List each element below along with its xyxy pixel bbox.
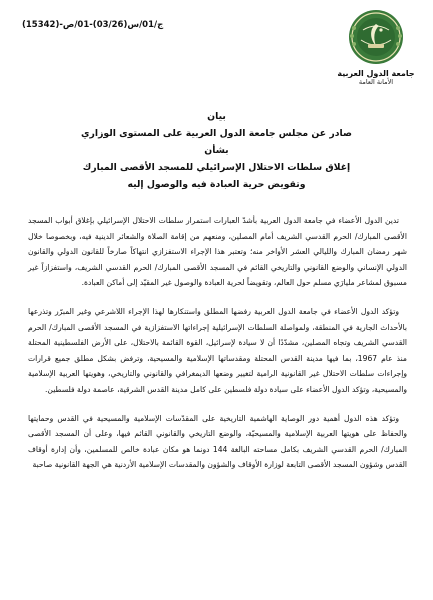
organization-logo xyxy=(333,8,419,86)
body-paragraph: وتؤكد هذه الدول أهمية دور الوصاية الهاشمية التاريخية على المقدّسات الإسلامية والمسيحية في القدس وحمايتها والحفاظ على هويتها العربية الإسلامية والمسيحيّة، والوضع التاريخي والقانوني القائم فيها، وعلى أن المسجد الأقصى المبارك/ الحرم القدسي الشريف بكامل مساحته البالغة 144 دونما هو مكان عبادة خالص للمسلمين، وأن إدارة أوقاف القدس وشؤون المسجد الأقصى التابعة لوزارة الأوقاف والشؤون والمقدسات الإسلامية الأردنية هي الجهة القانونية صاحبة xyxy=(28,413,407,470)
title-line-statement: بيان xyxy=(207,111,226,122)
title-line-subject-continued: وتقويض حرية العبادة فيه والوصول إليه xyxy=(127,179,306,190)
body-paragraph: وتؤكد الدول الأعضاء في جامعة الدول العربية رفضها المطلق واستنكارها لهذا الإجراء اللاشرعي وغير المبرّر وتذرعها بالأحداث الجارية في المنطقة، ولمواصلة السلطات الإسرائيلية إجراءاتها الاستفزازية في المسجد الأقصى المبارك/ الحرم القدسي الشريف وتجاه المصلين، مشدّدًا أن لا سيادة لإسرائيل، القوة القائمة بالاحتلال، على الأرض الفلسطينية المحتلة منذ عام 1967، بما فيها مدينة القدس المحتلة ومقدساتها الإسلامية والمسيحية، وترفض بشكل مطلق جميع قرارات وإجراءات سلطات الاحتلال غير القانونية الرامية لتغيير وضعها الديمغرافي والقانوني والتاريخي، وهويتها العربية الإسلامية والمسيحية، وتؤكد الدول الأعضاء على سيادة دولة فلسطين على كامل مدينة القدس الشرقية، عاصمة دولة فلسطين. xyxy=(28,306,407,394)
title-line-issuer: صادر عن مجلس جامعة الدول العربية على المستوى الوزاري xyxy=(81,128,352,139)
organization-subtitle: الأمانة العامة xyxy=(358,78,394,86)
document-reference-number: ج/01/س(03/26)-01/ص-(15342) xyxy=(22,20,164,30)
arab-league-emblem-icon xyxy=(343,8,409,68)
organization-name: جامعة الدول العربية xyxy=(337,69,415,78)
title-line-subject: إغلاق سلطات الاحتلال الإسرائيلي للمسجد الأقصى المبارك xyxy=(82,162,351,173)
body-paragraph: تدين الدول الأعضاء في جامعة الدول العربية بأشدّ العبارات استمرار سلطات الاحتلال الإسرائيلي بإغلاق أبواب المسجد الأقصى المبارك/ الحرم القدسي الشريف أمام المصلين، ومنعهم من إقامة الصلاة والشعائر الدينية فيه، وبخصوصا خلال شهر رمضان المبارك والليالي العشر الأواخر منه؛ وتعتبر هذا الإجراء الاستفزازي انتهاكاً صارخاً للقانون الدولي والقانون الدولي الإنساني والوضع القانوني والتاريخي القائم في المسجد الأقصى المبارك/ الحرم القدسي الشريف، واستفزازاً غير مسبوق لمشاعر مليارَي مسلم حول العالم، وتقويضاً لحرية العبادة والوصول غير المقيّد إلى أماكن العبادة. xyxy=(28,216,407,288)
title-line-regarding: بشأن xyxy=(204,145,229,156)
statement-body xyxy=(28,213,407,486)
statement-title xyxy=(30,108,403,193)
